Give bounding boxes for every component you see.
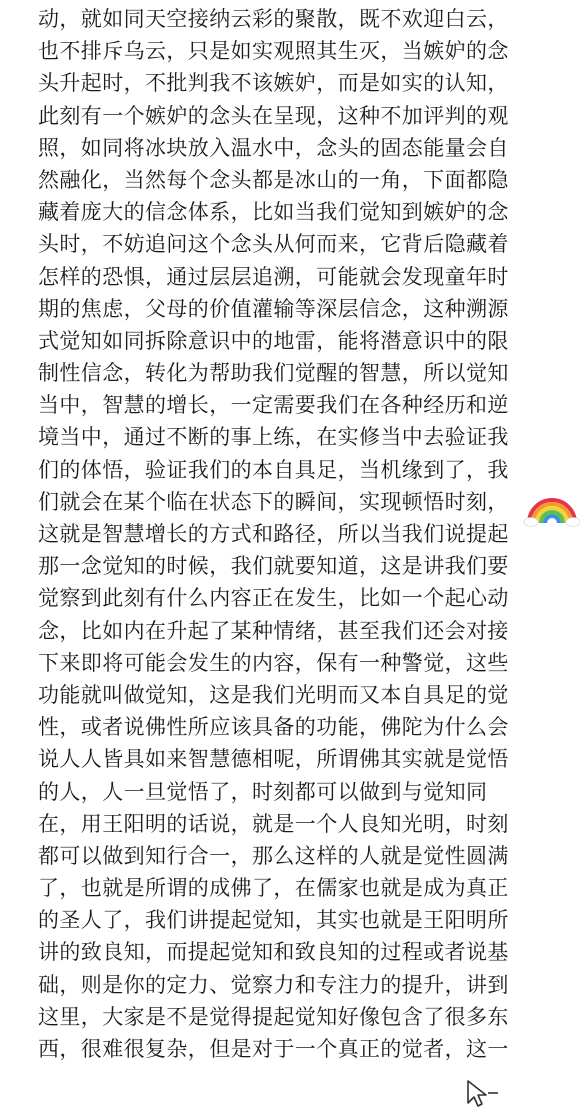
text-line: 怎样的恐惧，通过层层追溯，可能就会发现童年时 [38,264,509,289]
text-line: 讲的致良知，而提起觉知和致良知的过程或者说基 [38,940,509,965]
text-line: 藏着庞大的信念体系，比如当我们觉知到嫉妒的念 [38,200,509,225]
rainbow-icon [523,485,580,527]
text-line: 制性信念，转化为帮助我们觉醒的智慧，所以觉知 [38,361,509,386]
text-line: 的圣人了，我们讲提起觉知，其实也就是王阳明所 [38,908,509,933]
article-body [38,3,578,1065]
text-line: 础，则是你的定力、觉察力和专注力的提升，讲到 [38,972,509,997]
text-line: 们就会在某个临在状态下的瞬间，实现顿悟时刻， [38,489,509,514]
text-line: 念，比如内在升起了某种情绪，甚至我们还会对接 [38,618,509,643]
pointer-cursor-icon [464,1077,500,1109]
text-line: 了，也就是所谓的成佛了，在儒家也就是成为真正 [38,876,509,901]
text-line: 觉察到此刻有什么内容正在发生，比如一个起心动 [38,586,509,611]
text-line: 这里，大家是不是觉得提起觉知好像包含了很多东 [38,1004,509,1029]
text-line: 西，很难很复杂，但是对于一个真正的觉者，这一 [38,1037,509,1061]
text-line: 式觉知如同拆除意识中的地雷，能将潜意识中的限 [38,328,509,353]
text-line: 这就是智慧增长的方式和路径，所以当我们说提起 [38,522,509,546]
text-line: 都可以做到知行合一，那么这样的人就是觉性圆满 [38,843,509,868]
text-line: 头升起时，不批判我不该嫉妒，而是如实的认知， [38,71,509,96]
text-line: 动，就如同天空接纳云彩的聚散，既不欢迎白云， [38,7,509,31]
text-line: 当中，智慧的增长，一定需要我们在各种经历和逆 [38,393,509,418]
text-line: 也不排斥乌云，只是如实观照其生灭，当嫉妒的念 [38,39,509,64]
text-line: 此刻有一个嫉妒的念头在呈现，这种不加评判的观 [38,103,509,128]
text-line: 的人，人一旦觉悟了，时刻都可以做到与觉知同 [38,779,488,804]
text-line: 功能就叫做觉知，这是我们光明而又本自具足的觉 [38,682,509,707]
text-line: 性，或者说佛性所应该具备的功能，佛陀为什么会 [38,715,509,740]
text-line: 期的焦虑，父母的价值灌输等深层信念，这种溯源 [38,296,509,321]
text-line: 下来即将可能会发生的内容，保有一种警觉，这些 [38,650,509,675]
text-line: 境当中，通过不断的事上练，在实修当中去验证我 [38,425,509,450]
text-line: 们的体悟，验证我们的本自具足，当机缘到了，我 [38,457,509,482]
text-line: 头时，不妨追问这个念头从何而来，它背后隐藏着 [38,232,509,257]
text-line: 在，用王阳明的话说，就是一个人良知光明，时刻 [38,811,509,836]
text-line: 说人人皆具如来智慧德相呢，所谓佛其实就是觉悟 [38,747,509,772]
text-line: 然融化，当然每个念头都是冰山的一角，下面都隐 [38,167,509,192]
text-line: 那一念觉知的时候，我们就要知道，这是讲我们要 [38,554,509,579]
text-line: 照，如同将冰块放入温水中，念头的固态能量会自 [38,135,509,160]
